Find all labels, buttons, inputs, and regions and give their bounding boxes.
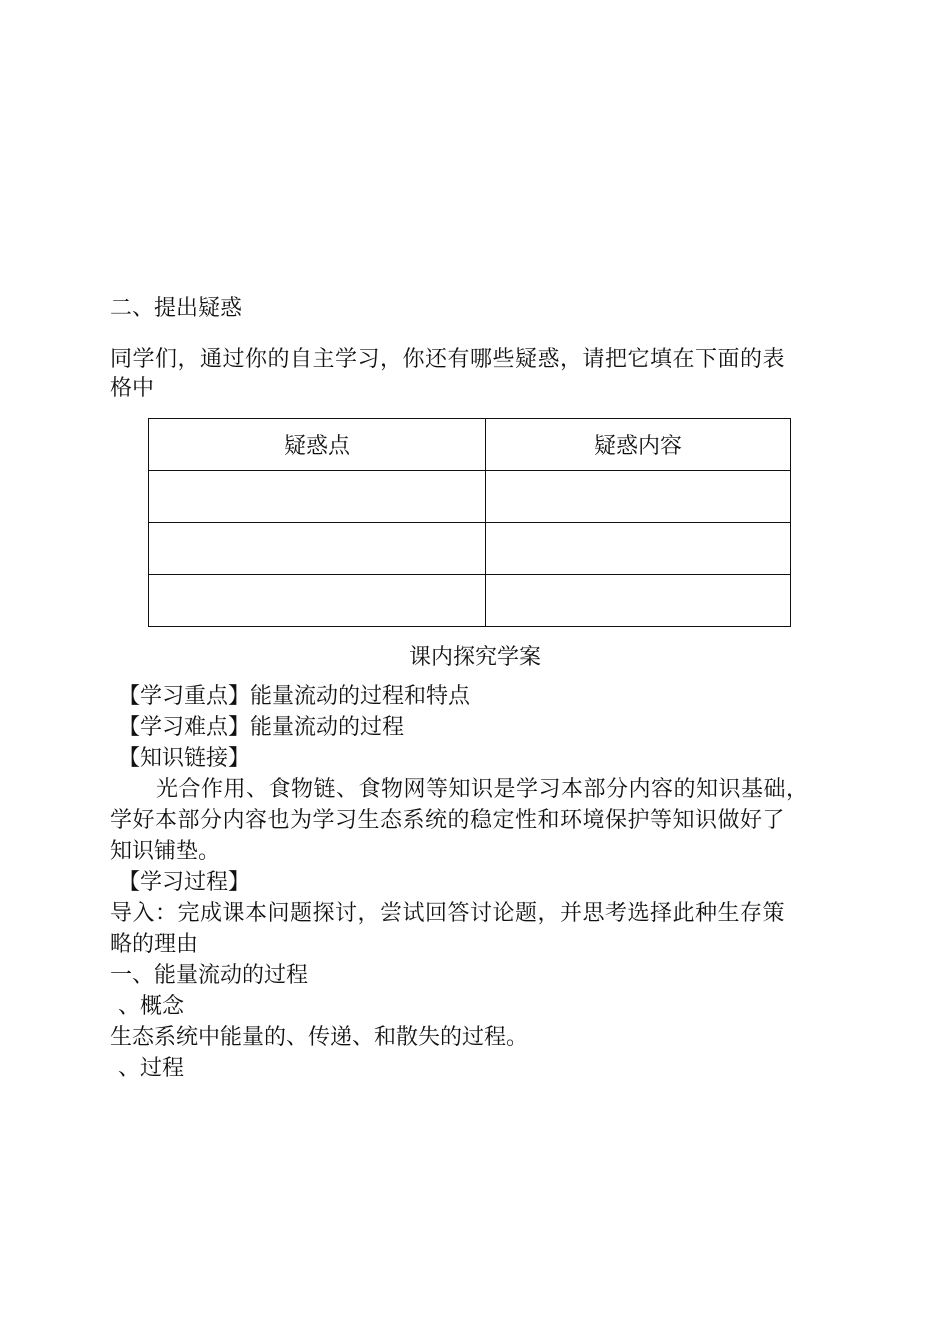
- study-focus: 【学习重点】能量流动的过程和特点: [118, 684, 471, 709]
- doubt-intro-line-2: 格中: [110, 376, 155, 401]
- concept-text: 生态系统中能量的、传递、和散失的过程。: [110, 1025, 529, 1050]
- table-row: [149, 523, 791, 575]
- table-row: [149, 471, 791, 523]
- knowledge-link-heading: 【知识链接】: [118, 746, 251, 771]
- doubt-intro-line-1: 同学们，通过你的自主学习，你还有哪些疑惑，请把它填在下面的表: [110, 347, 786, 372]
- knowledge-text-line-3: 知识铺垫。: [110, 839, 221, 864]
- concept-heading: 、概念: [118, 994, 185, 1019]
- table-row: [149, 575, 791, 627]
- doubt-content-cell[interactable]: [486, 575, 791, 627]
- doubt-point-cell[interactable]: [149, 575, 486, 627]
- doubt-point-cell[interactable]: [149, 523, 486, 575]
- knowledge-text-line-2: 学好本部分内容也为学习生态系统的稳定性和环境保护等知识做好了: [110, 808, 786, 833]
- doubt-content-cell[interactable]: [486, 471, 791, 523]
- section-heading-raise-doubts: 二、提出疑惑: [110, 296, 243, 321]
- intro-text-line-2: 略的理由: [110, 932, 199, 957]
- table-header-row: [149, 419, 791, 471]
- part1-heading: 一、能量流动的过程: [110, 963, 309, 988]
- intro-text-line-1: 导入：完成课本问题探讨，尝试回答讨论题，并思考选择此种生存策: [110, 901, 786, 926]
- header-doubt-point: 疑惑点: [149, 419, 486, 471]
- class-study-title: 课内探究学案: [408, 645, 541, 670]
- header-doubt-content: 疑惑内容: [486, 419, 791, 471]
- process-subheading: 、过程: [118, 1056, 185, 1081]
- study-process-heading: 【学习过程】: [118, 870, 251, 895]
- doubt-table: [148, 418, 791, 627]
- doubt-point-cell[interactable]: [149, 471, 486, 523]
- doubt-content-cell[interactable]: [486, 523, 791, 575]
- knowledge-text-line-1: 光合作用、食物链、食物网等知识是学习本部分内容的知识基础，: [156, 777, 809, 802]
- study-difficulty: 【学习难点】能量流动的过程: [118, 715, 405, 740]
